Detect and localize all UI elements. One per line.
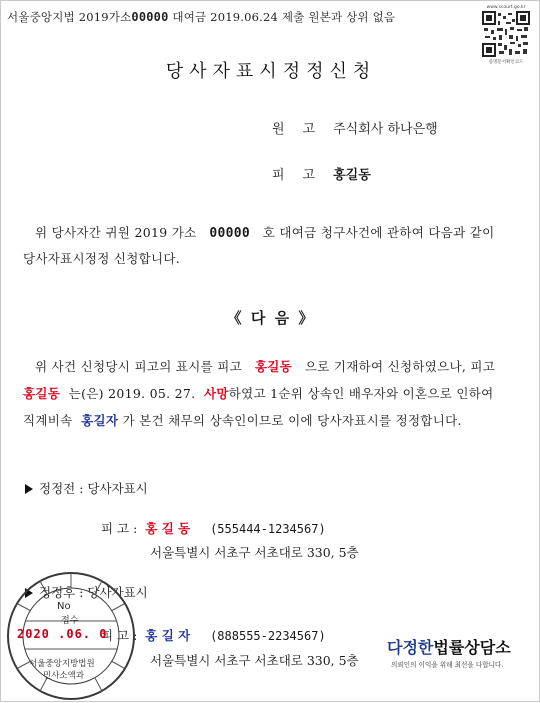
before-address: 서울특별시 서초구 서초대로 330, 5층	[150, 545, 359, 560]
stamp-court: 서울중앙지방법원	[29, 659, 95, 669]
logo-brand-b: 법률상담소	[433, 638, 511, 657]
court-receipt-stamp	[3, 569, 139, 703]
logo-brand	[387, 635, 511, 658]
before-label-text: 정정전 : 당사자표시	[39, 481, 148, 496]
body-line-2	[23, 384, 494, 402]
stamp-office: 민사소액과	[43, 671, 85, 681]
stamp-receipt: 접수	[61, 616, 79, 626]
body-text: 하였고 1순위 상속인 배우자와 이혼으로 인하여	[228, 386, 494, 401]
body-text: 위 사건 신청당시 피고의 표시를 피고	[35, 359, 242, 374]
heading-da-eum: 《 다 음 》	[226, 309, 316, 327]
after-role: 피 고 :	[101, 628, 138, 643]
defendant-name-red: 홍길동	[23, 386, 61, 401]
triangle-bullet-icon	[25, 484, 33, 494]
after-name: 홍 길 자	[145, 628, 191, 643]
defendant-role: 피고	[272, 168, 334, 183]
header-case-prefix: 서울중앙지법 2019가소	[7, 10, 132, 24]
intro-text-b: 호 대여금 청구사건에 관하여 다음과 같이	[262, 225, 495, 240]
intro-case-number: 00000	[209, 226, 250, 241]
body-text: 가 본건 채무의 상속인이므로 이에 당사자표시를 정정합니다.	[122, 413, 462, 428]
before-id: (555444-1234567)	[210, 522, 326, 536]
logo-brand-a: 다정한	[387, 638, 434, 657]
after-label-text: 정정후 : 당사자표시	[39, 585, 148, 600]
header-case-number: 00000	[131, 10, 169, 24]
body-line-1	[35, 357, 495, 375]
header-case-suffix: 대여금 2019.06.24 제출 원본과 상위 없음	[172, 10, 396, 24]
stamp-no: No	[57, 601, 71, 612]
intro-line-2: 당사자표시정정 신청합니다.	[23, 251, 181, 266]
stamp-date: 2020 .06. 0	[17, 627, 108, 641]
logo-tagline: 의뢰인의 이익을 위해 최선을 다합니다.	[391, 661, 504, 669]
defendant-name: 홍길동	[333, 168, 371, 183]
death-word: 사망	[204, 386, 229, 401]
before-name: 홍 길 동	[145, 521, 191, 536]
intro-line-1	[35, 223, 495, 241]
body-text: 직계비속	[23, 413, 73, 428]
defendant-name-red: 홍길동	[254, 359, 292, 374]
law-office-logo	[381, 631, 529, 689]
heir-name-blue: 홍길자	[81, 413, 119, 428]
body-line-3	[23, 411, 462, 429]
header-court-line	[7, 9, 395, 25]
intro-text-a: 위 당사자간 귀원 2019 가소	[35, 225, 197, 240]
before-role: 피 고 :	[101, 521, 138, 536]
before-party-line	[101, 519, 326, 537]
plaintiff-line	[272, 118, 438, 137]
document-title: 당사자표시정정신청	[165, 61, 377, 82]
plaintiff-role: 원고	[272, 122, 334, 137]
qr-url: www.scourt.go.kr	[486, 5, 526, 10]
after-address: 서울특별시 서초구 서초대로 330, 5층	[150, 653, 359, 668]
after-id: (888555-2234567)	[210, 629, 326, 643]
body-text: 는(은) 2019. 05. 27.	[68, 386, 196, 401]
body-text: 으로 기재하여 신청하였으나, 피고	[304, 359, 496, 374]
before-label	[25, 479, 148, 497]
plaintiff-name: 주식회사 하나은행	[333, 122, 438, 137]
qr-caption: 증명문서확인코드	[488, 60, 524, 65]
qr-code-icon	[482, 11, 530, 57]
defendant-line	[272, 164, 371, 183]
qr-code	[478, 5, 534, 65]
